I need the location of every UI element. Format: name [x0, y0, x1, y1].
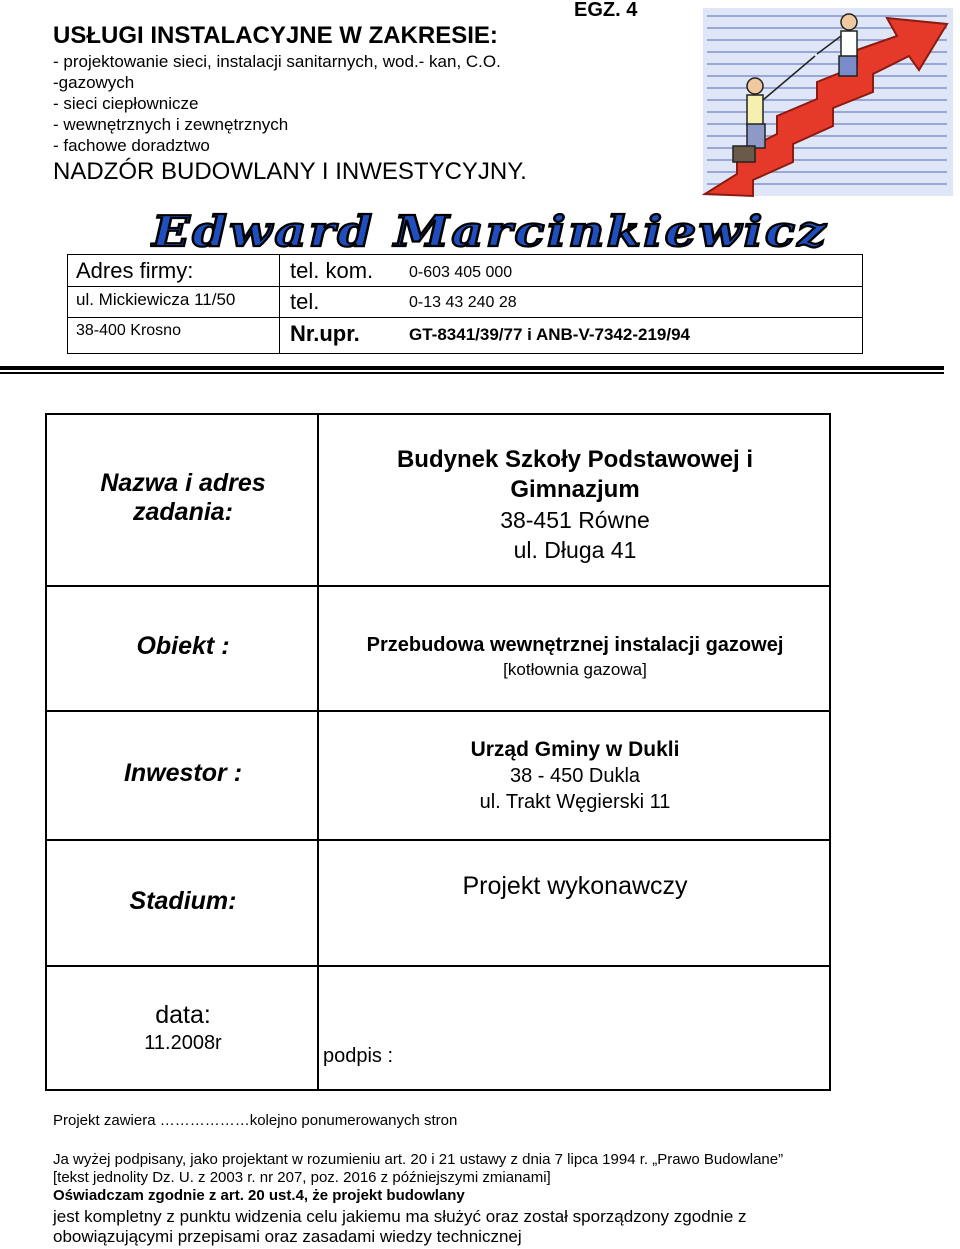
signature-label: podpis : — [323, 1045, 394, 1067]
declaration-line: Ja wyżej podpisany, jako projektant w rozumieniu art. 20 i 21 ustawy z dnia 7 lipca 1994 r. „Prawo Budowlane” — [53, 1151, 784, 1168]
copy-number: EGZ. 4 — [574, 0, 638, 21]
phone-number: 0-13 43 240 28 — [409, 294, 517, 311]
task-postal: 38-451 Równe — [500, 507, 650, 533]
address-street: ul. Mickiewicza 11/50 — [76, 290, 236, 309]
service-item: - sieci ciepłownicze — [53, 94, 199, 113]
investor-details — [321, 737, 829, 815]
declaration-line: obowiązującymi przepisami oraz zasadami wiedzy technicznej — [53, 1227, 522, 1246]
declaration-line: [tekst jednolity Dz. U. z 2003 r. nr 207, poz. 2016 z późniejszymi zmianami] — [53, 1169, 551, 1186]
project-table — [45, 413, 831, 1091]
service-item: - projektowanie sieci, instalacji sanitarnych, wod.- kan, C.O. — [53, 52, 501, 71]
address-city: 38-400 Krosno — [76, 322, 181, 339]
task-details — [321, 445, 829, 565]
investor-street: ul. Trakt Węgierski 11 — [479, 791, 671, 813]
date-label: data: — [155, 1001, 211, 1029]
investor-postal: 38 - 450 Dukla — [509, 765, 641, 787]
climbing-arrow-illustration — [697, 4, 959, 200]
service-item: - fachowe doradztwo — [53, 136, 210, 155]
service-item: - wewnętrznych i zewnętrznych — [53, 115, 289, 134]
investor-name: Urząd Gminy w Dukli — [470, 738, 680, 761]
supervision-line: NADZÓR BUDOWLANY I INWESTYCYJNY. — [53, 158, 527, 185]
divider-thin — [0, 372, 944, 374]
declaration-line: jest kompletny z punktu widzenia celu jakiemu ma służyć oraz został sporządzony zgodnie z — [53, 1207, 747, 1226]
object-details — [321, 632, 829, 682]
address-label: Adres firmy: — [76, 258, 194, 283]
date-value: 11.2008r — [144, 1032, 222, 1054]
phone-label: tel. — [290, 289, 320, 314]
pages-count-line: Projekt zawiera ………………kolejno ponumerowanych stron — [53, 1112, 458, 1129]
stage-value: Projekt wykonawczy — [462, 872, 688, 900]
object-name: Przebudowa wewnętrznej instalacji gazowej — [366, 634, 784, 656]
license-number: GT-8341/39/77 i ANB-V-7342-219/94 — [409, 325, 690, 344]
stage-label: Stadium: — [129, 887, 237, 915]
divider-thick — [0, 366, 944, 370]
contact-table — [67, 254, 863, 354]
service-item: -gazowych — [53, 73, 135, 92]
object-note: [kotłownia gazowa] — [503, 660, 647, 679]
investor-label: Inwestor : — [123, 759, 243, 787]
company-name: Edward Marcinkiewicz — [150, 207, 828, 254]
declaration-line: Oświadczam zgodnie z art. 20 ust.4, że projekt budowlany — [53, 1187, 465, 1204]
company-name-logo — [150, 206, 830, 254]
license-label: Nr.upr. — [290, 321, 360, 346]
services-title: USŁUGI INSTALACYJNE W ZAKRESIE: — [53, 22, 498, 49]
object-label: Obiekt : — [136, 632, 230, 660]
task-label: Nazwa i adres zadania: — [100, 469, 266, 526]
mobile-label: tel. kom. — [290, 258, 374, 283]
mobile-number: 0-603 405 000 — [409, 264, 513, 281]
task-street: ul. Długa 41 — [513, 537, 637, 563]
task-name: Budynek Szkoły Podstawowej i Gimnazjum — [396, 446, 754, 503]
